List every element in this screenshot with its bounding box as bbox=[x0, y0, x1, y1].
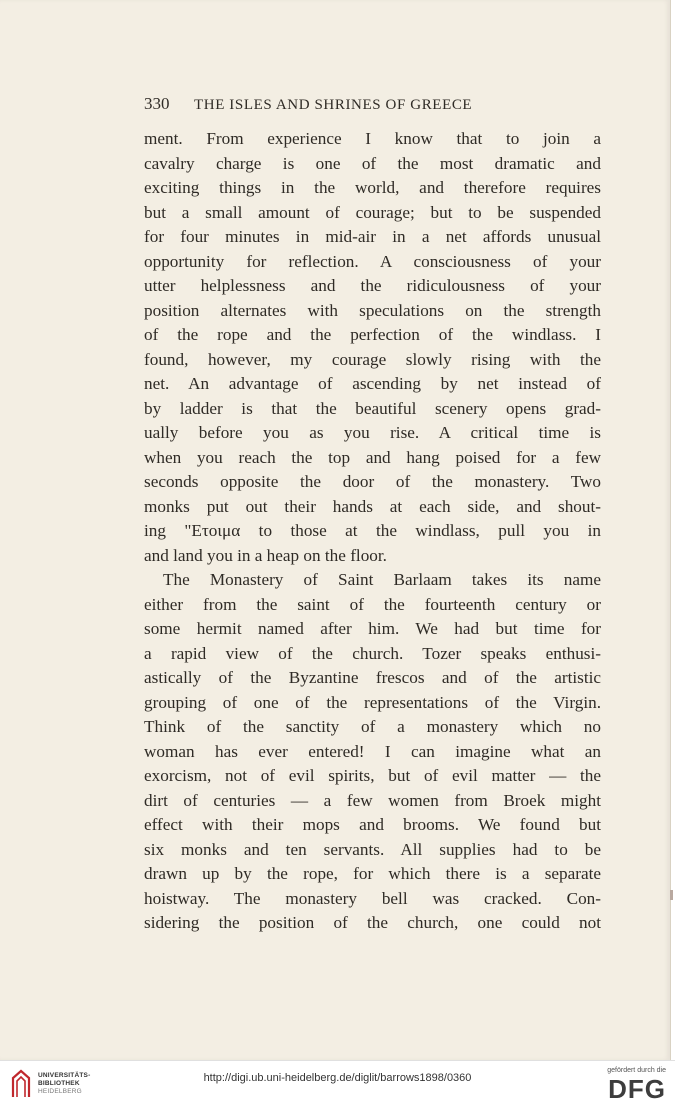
text-line: seconds opposite the door of the monastery. Two bbox=[144, 472, 601, 491]
text-line: a rapid view of the church. Tozer speaks enthusi- bbox=[144, 643, 601, 663]
text-line: for four minutes in mid-air in a net affords unusual bbox=[144, 227, 601, 246]
text-line: found, however, my courage slowly rising with the bbox=[144, 349, 601, 369]
text-line: and land you in a heap on the floor. bbox=[144, 545, 387, 565]
text-line: of the rope and the perfection of the windlass. I bbox=[144, 325, 601, 344]
text-line: grouping of one of the representations of the Virgin. bbox=[144, 692, 601, 712]
text-line: effect with their mops and brooms. We found but bbox=[144, 815, 601, 834]
text-line: monks put out their hands at each side, and shout- bbox=[144, 496, 601, 516]
text-line: some hermit named after him. We had but time for bbox=[144, 619, 601, 638]
library-name-line: UNIVERSITÄTS- bbox=[38, 1072, 91, 1079]
text-line: exorcism, not of evil spirits, but of evil matter — the bbox=[144, 766, 601, 785]
text-line: cavalry charge is one of the most dramatic and bbox=[144, 153, 601, 173]
text-line: opportunity for reflection. A consciousness of your bbox=[144, 251, 601, 271]
text-line: position alternates with speculations on the strength bbox=[144, 300, 601, 320]
text-line: ing "Ετοιμα to those at the windlass, pull you in bbox=[144, 521, 601, 540]
text-line: exciting things in the world, and therefore requires bbox=[144, 178, 601, 197]
page-body bbox=[144, 127, 601, 936]
text-line: by ladder is that the beautiful scenery opens grad- bbox=[144, 398, 601, 418]
text-line: hoistway. The monastery bell was cracked. Con- bbox=[144, 888, 601, 908]
text-line: woman has ever entered! I can imagine what an bbox=[144, 741, 601, 761]
text-line: either from the saint of the fourteenth century or bbox=[144, 594, 601, 614]
text-line: ment. From experience I know that to join a bbox=[144, 129, 601, 148]
text-line: utter helplessness and the ridiculousness of your bbox=[144, 276, 601, 295]
paragraph-start-line: The Monastery of Saint Barlaam takes its name bbox=[163, 570, 601, 589]
text-line: astically of the Byzantine frescos and of the artistic bbox=[144, 668, 601, 687]
text-line: dirt of centuries — a few women from Broek might bbox=[144, 790, 601, 810]
digitization-footer bbox=[0, 1060, 675, 1109]
permalink-url[interactable]: http://digi.ub.uni-heidelberg.de/diglit/barrows1898/0360 bbox=[203, 1072, 472, 1084]
text-line: drawn up by the rope, for which there is a separate bbox=[144, 864, 601, 883]
dfg-logo: DFG bbox=[608, 1074, 666, 1104]
text-line: Think of the sanctity of a monastery which no bbox=[144, 717, 601, 736]
text-line: six monks and ten servants. All supplies had to be bbox=[144, 839, 601, 859]
funding-note: gefördert durch die bbox=[607, 1067, 666, 1074]
library-name-line: BIBLIOTHEK bbox=[38, 1080, 80, 1087]
text-line: but a small amount of courage; but to be suspended bbox=[144, 202, 601, 222]
library-name-line: HEIDELBERG bbox=[38, 1088, 82, 1095]
page-number: 330 bbox=[144, 94, 170, 113]
margin-mark bbox=[670, 890, 673, 900]
text-line: ually before you as you rise. A critical time is bbox=[144, 423, 601, 442]
text-line: net. An advantage of ascending by net instead of bbox=[144, 374, 601, 393]
running-title: THE ISLES AND SHRINES OF GREECE bbox=[194, 97, 473, 113]
text-line: when you reach the top and hang poised for a few bbox=[144, 447, 601, 467]
running-header bbox=[144, 94, 604, 114]
text-line: sidering the position of the church, one could not bbox=[144, 913, 601, 932]
